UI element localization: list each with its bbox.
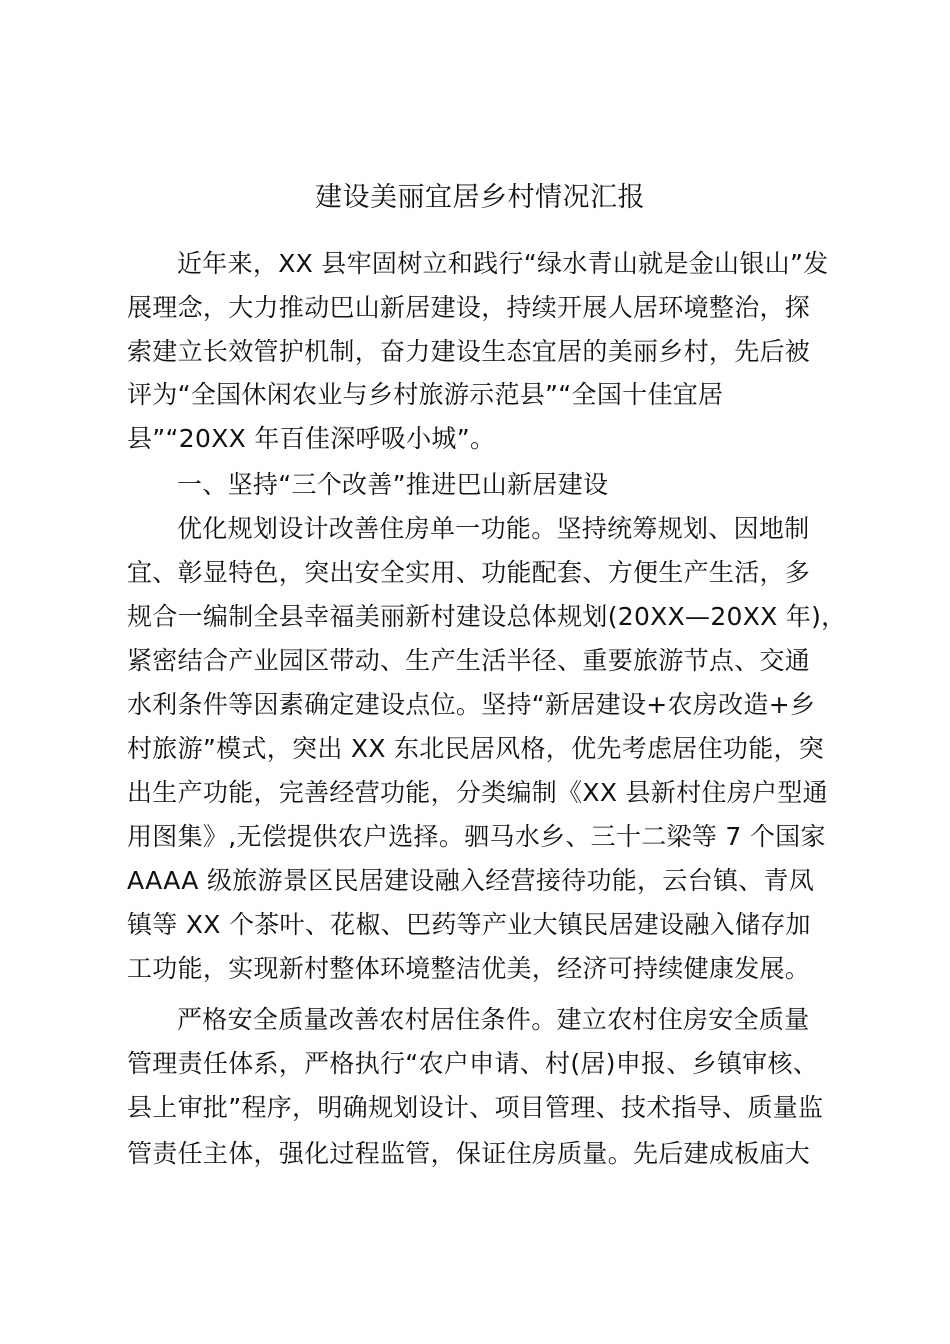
paragraph-line: 村旅游”模式，突出 XX 东北民居风格，优先考虑居住功能，突 [127, 734, 825, 763]
paragraph-line: AAAA 级旅游景区民居建设融入经营接待功能，云台镇、青凤 [127, 866, 815, 895]
paragraph-line: 管责任主体，强化过程监管，保证住房质量。先后建成板庙大 [127, 1139, 811, 1168]
paragraph-line: 展理念，大力推动巴山新居建设，持续开展人居环境整治，探 [127, 293, 811, 322]
paragraph-line: 紧密结合产业园区带动、生产生活半径、重要旅游节点、交通 [127, 646, 811, 675]
paragraph-line: 水利条件等因素确定建设点位。坚持“新居建设+农房改造+乡 [127, 690, 816, 719]
paragraph-line: 管理责任体系，严格执行“农户申请、村(居)申报、乡镇审核、 [127, 1049, 819, 1078]
paragraph-line: 镇等 XX 个茶叶、花椒、巴药等产业大镇民居建设融入储存加 [127, 910, 811, 939]
paragraph-line: 出生产功能，完善经营功能，分类编制《XX 县新村住房户型通 [127, 778, 828, 807]
paragraph-line: 优化规划设计改善住房单一功能。坚持统筹规划、因地制 [177, 514, 810, 543]
section-heading: 一、坚持“三个改善”推进巴山新居建设 [177, 470, 609, 499]
paragraph-line: 工功能，实现新村整体环境整洁优美，经济可持续健康发展。 [127, 954, 811, 983]
paragraph-line: 县”“20XX 年百佳深呼吸小城”。 [127, 424, 496, 453]
paragraph-line: 严格安全质量改善农村居住条件。建立农村住房安全质量 [177, 1005, 810, 1034]
paragraph-line: 宜、彰显特色，突出安全实用、功能配套、方便生产生活，多 [127, 558, 811, 587]
paragraph-line: 县上审批”程序，明确规划设计、项目管理、技术指导、质量监 [127, 1093, 824, 1122]
paragraph-line: 近年来，XX 县牢固树立和践行“绿水青山就是金山银山”发 [177, 249, 829, 278]
paragraph-line: 规合一编制全县幸福美丽新村建设总体规划(20XX—20XX 年)， [127, 602, 847, 631]
paragraph-line: 索建立长效管护机制，奋力建设生态宜居的美丽乡村，先后被 [127, 337, 811, 366]
document-title: 建设美丽宜居乡村情况汇报 [315, 182, 645, 213]
paragraph-line: 评为“全国休闲农业与乡村旅游示范县”“全国十佳宜居 [127, 380, 724, 409]
paragraph-line: 用图集》,无偿提供农户选择。驷马水乡、三十二梁等 7 个国家 [127, 822, 826, 851]
